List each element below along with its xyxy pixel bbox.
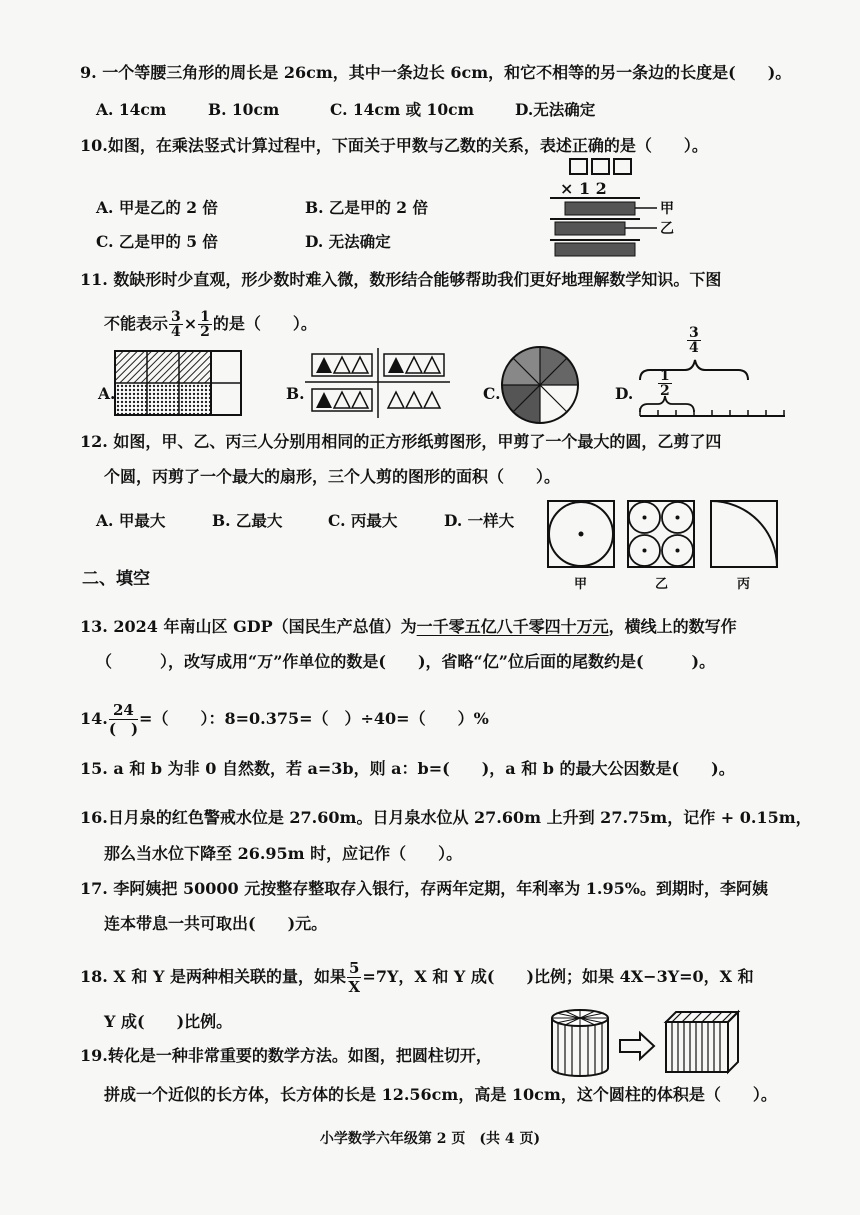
fraction-numerator: 3 [171, 309, 181, 325]
question-9-option-a: A. 14cm [96, 100, 167, 119]
question-9-option-c: C. 14cm 或 10cm [330, 100, 474, 119]
question-11-suffix: 的是（ ）。 [212, 314, 317, 333]
page-footer: 小学数学六年级第 2 页 (共 4 页) [319, 1131, 541, 1147]
question-9-option-b: B. 10cm [208, 100, 280, 119]
question-19-line2: 拼成一个近似的长方体，长方体的长是 12.56cm，高是 10cm，这个圆柱的体积是（ ）。 [104, 1085, 777, 1104]
question-19-line1: 19.转化是一种非常重要的数学方法。如图，把圆柱切开， [80, 1046, 492, 1065]
question-14-number: 14. [80, 709, 108, 728]
figure-bing-label: 丙 [737, 577, 751, 592]
question-14-equation: =（ ）：8=0.375=（ ）÷40=（ ）% [139, 709, 489, 728]
figure-jia-label: 甲 [574, 577, 588, 592]
question-15: 15. a 和 b 为非 0 自然数，若 a=3b，则 a：b=( )，a 和 b 的最大公因数是( )。 [80, 759, 735, 778]
times-sign: × [183, 314, 198, 333]
question-10-option-c: C. 乙是甲的 5 倍 [96, 232, 218, 251]
question-18-prefix: 18. X 和 Y 是两种相关联的量，如果 [80, 967, 346, 986]
fraction-numerator: 5 [348, 959, 360, 977]
question-12-option-d: D. 一样大 [444, 511, 515, 530]
question-17-line2: 连本带息一共可取出( )元。 [104, 914, 328, 933]
question-12-stem: 12. 如图，甲、乙、丙三人分别用相同的正方形纸剪图形，甲剪了一个最大的圆，乙剪了四 [80, 432, 722, 451]
cylinder-sliced [552, 1010, 608, 1076]
question-11-stem: 11. 数缺形时少直观，形少数时难入微，数形结合能够帮助我们更好地理解数学知识。下图 [80, 270, 722, 289]
question-18-suffix: =7Y，X 和 Y 成( )比例；如果 4X−3Y=0，X 和 [362, 967, 754, 986]
label-jia: 甲 [660, 201, 674, 217]
label-yi: 乙 [660, 221, 674, 237]
question-12-stem-line2: 个圆，丙剪了一个最大的扇形，三个人剪的图形的面积（ ）。 [104, 467, 561, 486]
figure-yi-label: 乙 [655, 577, 669, 592]
figure-d-label: D. [615, 384, 634, 403]
question-10-stem: 10.如图，在乘法竖式计算过程中，下面关于甲数与乙数的关系，表述正确的是（ ）。 [80, 136, 708, 155]
figure-a-label: A. [98, 384, 116, 403]
question-10-option-d: D. 无法确定 [305, 232, 391, 251]
question-9-option-d: D.无法确定 [515, 100, 596, 119]
fraction-denominator: 2 [200, 324, 210, 340]
question-12-option-b: B. 乙最大 [212, 511, 283, 530]
fraction-denominator: 4 [689, 340, 699, 356]
figure-c-label: C. [483, 384, 501, 403]
fraction-numerator: 1 [660, 368, 670, 384]
fraction-denominator: 4 [171, 324, 181, 340]
fraction-numerator: 1 [200, 309, 210, 325]
question-16-line2: 那么当水位下降至 26.95m 时，应记作（ ）。 [104, 844, 463, 863]
figure-b-label: B. [286, 384, 305, 403]
section-fill-in-title: 二、填空 [82, 569, 150, 589]
question-13-prefix: 13. 2024 年南山区 GDP（国民生产总值）为 [80, 617, 417, 636]
fraction-numerator: 3 [689, 325, 699, 341]
question-10-option-a: A. 甲是乙的 2 倍 [96, 198, 218, 217]
multiplier-text: × 1 2 [560, 179, 607, 198]
question-12-option-c: C. 丙最大 [328, 511, 398, 530]
fraction-denominator: 2 [660, 383, 670, 399]
fraction-denominator: ( ) [108, 720, 139, 738]
question-13-line2: （ ），改写成用“万”作单位的数是( )，省略“亿”位后面的尾数约是( )。 [96, 652, 716, 671]
question-12-option-a: A. 甲最大 [96, 511, 166, 530]
question-10-option-b: B. 乙是甲的 2 倍 [305, 198, 428, 217]
question-17-line1: 17. 李阿姨把 50000 元按整存整取存入银行，存两年定期，年利率为 1.95%。到期时，李阿姨 [80, 879, 768, 898]
fraction-numerator: 24 [109, 701, 138, 720]
question-11-prefix: 不能表示 [104, 314, 169, 333]
question-16-line1: 16.日月泉的红色警戒水位是 27.60m。日月泉水位从 27.60m 上升到 27.75m，记作 + 0.15m， [80, 808, 812, 827]
cuboid-rearranged [666, 1012, 738, 1072]
fraction-denominator: X [348, 978, 360, 996]
question-9-stem: 9. 一个等腰三角形的周长是 26cm，其中一条边长 6cm，和它不相等的另一条边的长度是( )。 [80, 63, 792, 82]
question-13-suffix: ，横线上的数写作 [608, 617, 737, 636]
question-18-line2: Y 成( )比例。 [104, 1012, 233, 1031]
arrow-right-icon [620, 1033, 654, 1059]
question-13-underlined-number: 一千零五亿八千零四十万元 [416, 617, 609, 636]
